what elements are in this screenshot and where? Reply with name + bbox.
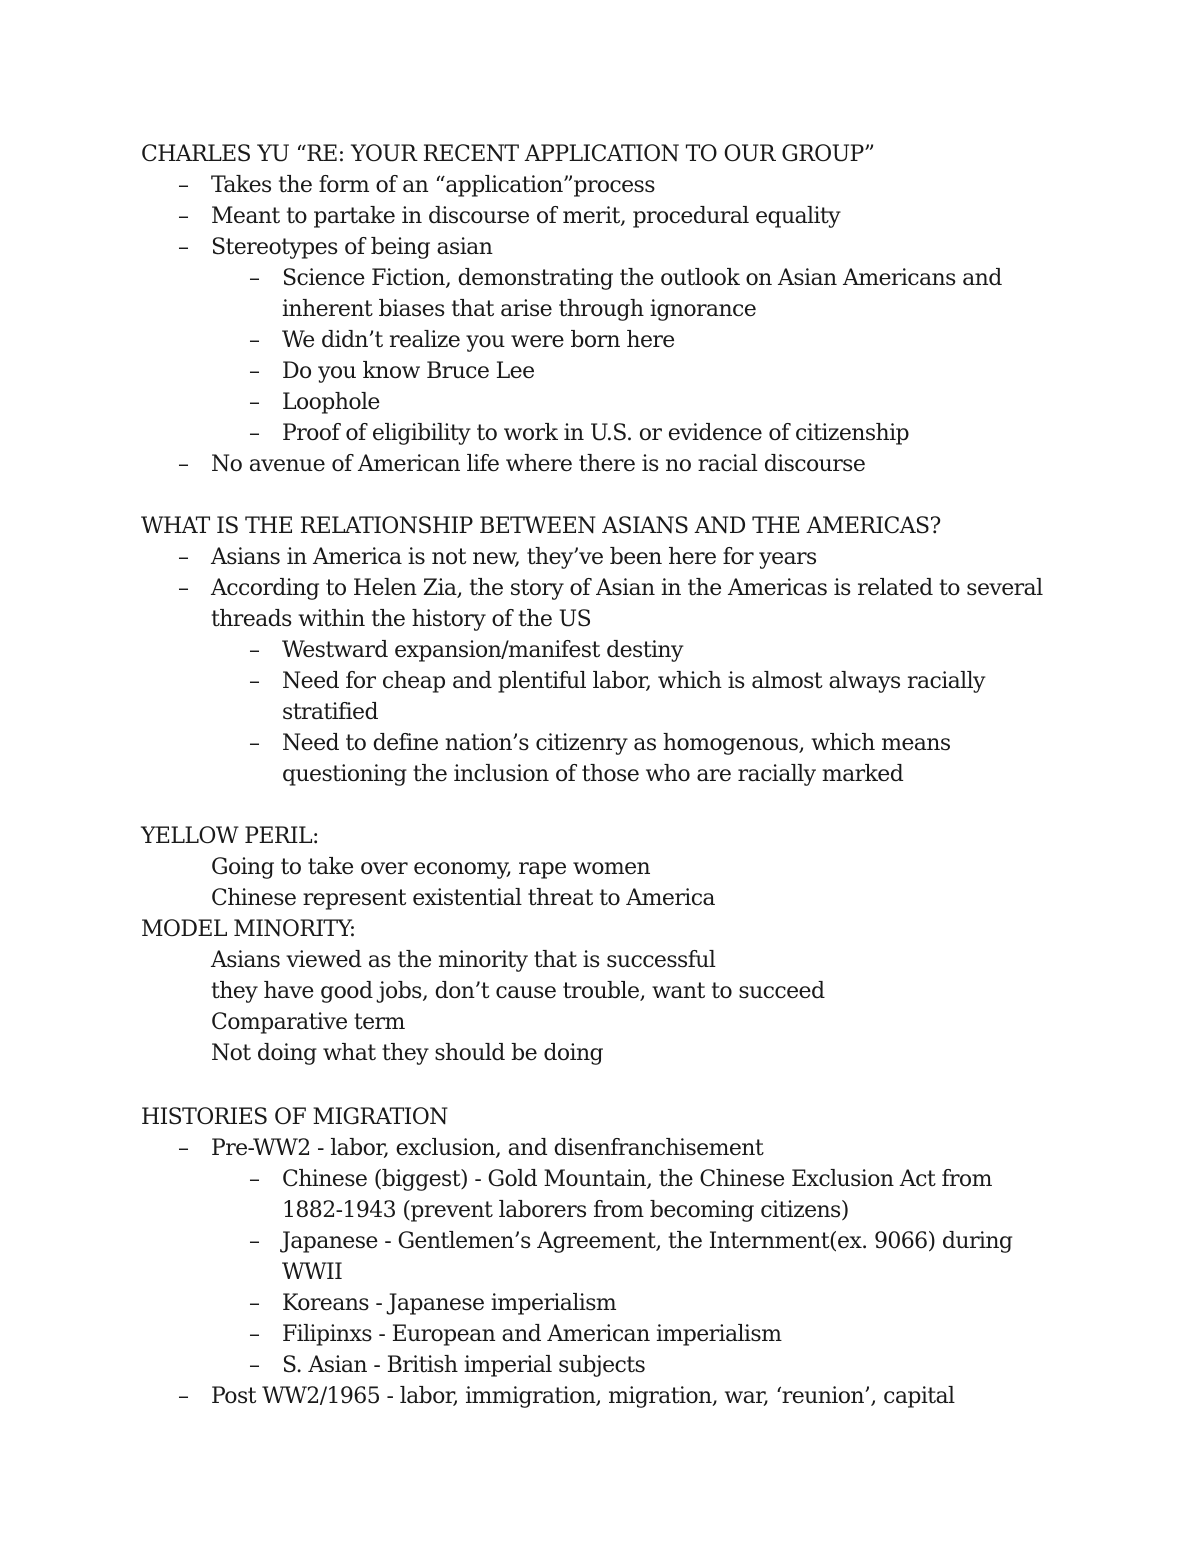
- bullet-text: According to Helen Zia, the story of Asian in the Americas is related to several: [211, 576, 1043, 601]
- bullet-text: Post WW2/1965 - labor, immigration, migration, war, ‘reunion’, capital: [211, 1384, 955, 1409]
- sub-bullet-text-continued: 1882-1943 (prevent laborers from becoming citizens): [282, 1198, 849, 1223]
- bullet-dash: –: [178, 576, 189, 601]
- section-heading: YELLOW PERIL:: [141, 824, 319, 849]
- sub-bullet-text-continued: stratified: [282, 700, 378, 725]
- indented-text: Asians viewed as the minority that is successful: [211, 948, 716, 973]
- sub-bullet-text: S. Asian - British imperial subjects: [282, 1353, 646, 1378]
- sub-bullet-text: Westward expansion/manifest destiny: [282, 638, 683, 663]
- sub-bullet-text: Science Fiction, demonstrating the outlook on Asian Americans and: [282, 266, 1002, 291]
- sub-bullet-dash: –: [249, 1229, 260, 1254]
- sub-bullet-text: We didn’t realize you were born here: [282, 328, 675, 353]
- sub-bullet-text: Proof of eligibility to work in U.S. or evidence of citizenship: [282, 421, 909, 446]
- sub-bullet-text: Chinese (biggest) - Gold Mountain, the Chinese Exclusion Act from: [282, 1167, 992, 1192]
- bullet-text: Stereotypes of being asian: [211, 235, 493, 260]
- sub-bullet-text-continued: WWII: [282, 1260, 343, 1285]
- bullet-dash: –: [178, 235, 189, 260]
- sub-bullet-text: Loophole: [282, 390, 380, 415]
- section-heading: HISTORIES OF MIGRATION: [141, 1105, 448, 1130]
- sub-bullet-dash: –: [249, 731, 260, 756]
- sub-bullet-text: Do you know Bruce Lee: [282, 359, 535, 384]
- sub-bullet-text-continued: inherent biases that arise through ignorance: [282, 297, 757, 322]
- bullet-dash: –: [178, 204, 189, 229]
- sub-bullet-dash: –: [249, 266, 260, 291]
- section-heading: WHAT IS THE RELATIONSHIP BETWEEN ASIANS AND THE AMERICAS?: [141, 514, 941, 539]
- bullet-text: Asians in America is not new, they’ve been here for years: [211, 545, 817, 570]
- sub-bullet-text: Japanese - Gentlemen’s Agreement, the Internment(ex. 9066) during: [282, 1229, 1013, 1254]
- bullet-text: No avenue of American life where there is no racial discourse: [211, 452, 866, 477]
- bullet-dash: –: [178, 1136, 189, 1161]
- sub-bullet-text: Need for cheap and plentiful labor, which is almost always racially: [282, 669, 985, 694]
- section-heading: MODEL MINORITY:: [141, 917, 356, 942]
- bullet-dash: –: [178, 452, 189, 477]
- bullet-dash: –: [178, 173, 189, 198]
- sub-bullet-dash: –: [249, 328, 260, 353]
- sub-bullet-text: Filipinxs - European and American imperialism: [282, 1322, 782, 1347]
- sub-bullet-text: Koreans - Japanese imperialism: [282, 1291, 617, 1316]
- indented-text: Going to take over economy, rape women: [211, 855, 651, 880]
- indented-text: Not doing what they should be doing: [211, 1041, 604, 1066]
- sub-bullet-dash: –: [249, 638, 260, 663]
- section-heading: CHARLES YU “RE: YOUR RECENT APPLICATION TO OUR GROUP”: [141, 142, 875, 167]
- bullet-text: Meant to partake in discourse of merit, procedural equality: [211, 204, 840, 229]
- bullet-text-continued: threads within the history of the US: [211, 607, 592, 632]
- bullet-text: Takes the form of an “application”process: [211, 173, 655, 198]
- sub-bullet-text: Need to define nation’s citizenry as homogenous, which means: [282, 731, 951, 756]
- bullet-dash: –: [178, 545, 189, 570]
- sub-bullet-dash: –: [249, 421, 260, 446]
- sub-bullet-dash: –: [249, 1322, 260, 1347]
- sub-bullet-dash: –: [249, 1291, 260, 1316]
- bullet-text: Pre-WW2 - labor, exclusion, and disenfranchisement: [211, 1136, 764, 1161]
- sub-bullet-dash: –: [249, 390, 260, 415]
- indented-text: Chinese represent existential threat to America: [211, 886, 715, 911]
- indented-text: Comparative term: [211, 1010, 405, 1035]
- sub-bullet-dash: –: [249, 669, 260, 694]
- sub-bullet-dash: –: [249, 1167, 260, 1192]
- bullet-dash: –: [178, 1384, 189, 1409]
- sub-bullet-text-continued: questioning the inclusion of those who are racially marked: [282, 762, 904, 787]
- indented-text: they have good jobs, don’t cause trouble, want to succeed: [211, 979, 825, 1004]
- sub-bullet-dash: –: [249, 359, 260, 384]
- sub-bullet-dash: –: [249, 1353, 260, 1378]
